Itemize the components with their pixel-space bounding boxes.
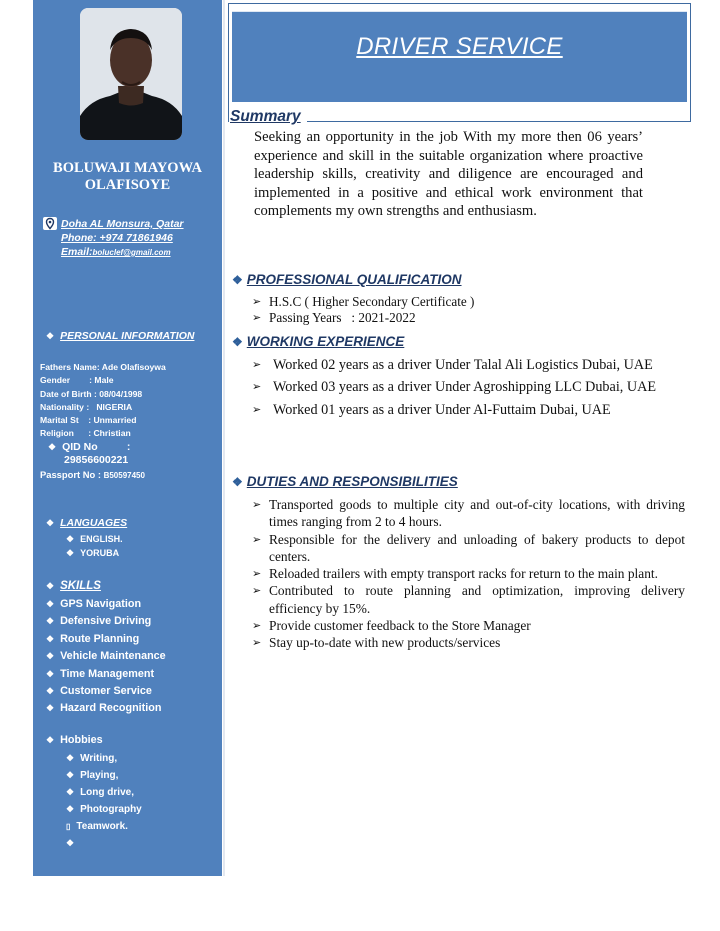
qid-row: ❖ QID No : xyxy=(48,440,131,453)
list-item: ➢ H.S.C ( Higher Secondary Certificate ) xyxy=(252,294,685,310)
diamond-bullet-icon: ❖ xyxy=(232,273,243,287)
contact-block xyxy=(43,217,219,260)
list-item: ➢ Contributed to route planning and optimization, improving delivery efficiency by 15%. xyxy=(252,582,685,617)
diamond-bullet-icon: ❖ xyxy=(66,804,75,814)
contact-address: Doha AL Monsura, Qatar xyxy=(61,218,184,230)
list-item: ▯ Teamwork. xyxy=(46,818,142,835)
qid-value: 29856600221 xyxy=(64,454,129,467)
list-item: ➢ Passing Years : 2021-2022 xyxy=(252,310,685,326)
diamond-bullet-icon: ❖ xyxy=(66,838,75,848)
column-divider xyxy=(223,0,225,876)
list-item: ➢ Reloaded trailers with empty transport racks for return to the main plant. xyxy=(252,565,685,582)
list-item: ❖ Writing, xyxy=(46,750,142,767)
location-pin-icon xyxy=(43,217,57,230)
diamond-bullet-icon: ❖ xyxy=(46,599,55,609)
diamond-bullet-icon: ❖ xyxy=(46,651,55,662)
list-item: ➢ Worked 02 years as a driver Under Talal Ali Logistics Dubai, UAE xyxy=(252,357,685,373)
personal-info-row: Nationality : NIGERIA xyxy=(40,401,133,412)
diamond-bullet-icon: ❖ xyxy=(46,581,55,591)
list-item: ❖ Hazard Recognition xyxy=(46,700,166,717)
skills-heading: ❖ SKILLS xyxy=(46,580,101,592)
diamond-bullet-icon: ❖ xyxy=(46,331,55,341)
list-item: ❖ Customer Service xyxy=(46,683,166,700)
list-item: ➢ Provide customer feedback to the Store Manager xyxy=(252,617,685,634)
list-item: ❖ ENGLISH. xyxy=(66,534,123,544)
personal-info-row: Marital St : Unmarried xyxy=(40,415,137,426)
languages-list xyxy=(46,532,123,560)
diamond-bullet-icon: ❖ xyxy=(66,787,75,797)
hobbies-list xyxy=(46,750,142,852)
list-item: ❖ GPS Navigation xyxy=(46,596,166,613)
personal-info-row: Religion : Christian xyxy=(40,428,131,439)
experience-list xyxy=(252,357,685,424)
full-name: BOLUWAJI MAYOWA OLAFISOYE xyxy=(53,160,202,193)
diamond-bullet-icon: ❖ xyxy=(46,668,55,679)
passport-row: Passport No : B50597450 xyxy=(40,469,145,481)
experience-heading: ❖ WORKING EXPERIENCE xyxy=(232,334,405,349)
list-item: ❖ Long drive, xyxy=(46,784,142,801)
diamond-bullet-icon: ❖ xyxy=(46,686,55,697)
diamond-bullet-icon: ❖ xyxy=(66,548,75,558)
profile-photo-image xyxy=(80,8,182,140)
list-item: ❖ Photography xyxy=(46,801,142,818)
list-item: ➢ Stay up-to-date with new products/services xyxy=(252,634,685,651)
diamond-bullet-icon: ❖ xyxy=(46,518,55,528)
diamond-bullet-icon: ❖ xyxy=(66,534,75,544)
qualification-heading: ❖ PROFESSIONAL QUALIFICATION xyxy=(232,272,462,287)
title-banner-fill xyxy=(232,11,687,102)
hobbies-heading: ❖ Hobbies xyxy=(46,732,103,749)
list-item: ❖ YORUBA xyxy=(66,548,120,558)
diamond-bullet-icon: ❖ xyxy=(46,735,55,745)
empty-list-item xyxy=(46,835,142,852)
list-item: ❖ Route Planning xyxy=(46,631,166,648)
title-banner xyxy=(228,3,691,122)
list-item: ❖ Playing, xyxy=(46,767,142,784)
personal-info-row: Date of Birth : 08/04/1998 xyxy=(40,388,143,399)
email-address[interactable]: boluclef@gmail.com xyxy=(92,248,171,257)
skills-list xyxy=(46,596,166,718)
personal-info-list xyxy=(40,361,220,483)
list-item: ➢ Transported goods to multiple city and out-of-city locations, with driving times ranging from 2 to 4 hours. xyxy=(252,496,685,531)
diamond-bullet-icon: ❖ xyxy=(48,441,57,452)
personal-info-heading: ❖ PERSONAL INFORMATION xyxy=(46,330,195,342)
contact-phone[interactable]: Phone: +974 71861946 xyxy=(61,232,173,244)
profile-photo xyxy=(80,8,182,140)
page-title: DRIVER SERVICE xyxy=(356,33,563,60)
list-item: ➢ Worked 03 years as a driver Under Agroshipping LLC Dubai, UAE xyxy=(252,379,685,395)
qualification-list xyxy=(252,294,685,326)
personal-info-row: Gender : Male xyxy=(40,375,114,386)
personal-info-row: Fathers Name: Ade Olafisoywa xyxy=(40,362,166,372)
missing-glyph-icon: ▯ xyxy=(66,822,71,831)
list-item: ➢ Responsible for the delivery and unloading of bakery products to depot centers. xyxy=(252,531,685,566)
duties-heading: ❖ DUTIES AND RESPONSIBILITIES xyxy=(232,474,458,489)
diamond-bullet-icon: ❖ xyxy=(232,335,243,349)
diamond-bullet-icon: ❖ xyxy=(46,616,55,627)
sidebar xyxy=(33,0,222,876)
diamond-bullet-icon: ❖ xyxy=(66,753,75,763)
email-label: Email: xyxy=(61,246,93,258)
list-item: ❖ Vehicle Maintenance xyxy=(46,648,166,665)
summary-text: Seeking an opportunity in the job With my more then 06 years’ experience and skill in the suitable organization where proactive leadership skills, creativity and diligence are encouraged and implemented in a positive and ethical work environment that complements my own strengths and enthusiasm. xyxy=(254,129,643,219)
list-item: ➢ Worked 01 years as a driver Under Al-Futtaim Dubai, UAE xyxy=(252,402,685,418)
summary-heading: Summary xyxy=(229,108,307,126)
contact-email[interactable] xyxy=(43,245,219,260)
languages-heading: ❖ LANGUAGES xyxy=(46,517,128,529)
list-item: ❖ Defensive Driving xyxy=(46,613,166,630)
duties-list xyxy=(252,496,685,652)
diamond-bullet-icon: ❖ xyxy=(66,770,75,780)
list-item: ❖ Time Management xyxy=(46,666,166,683)
diamond-bullet-icon: ❖ xyxy=(46,703,55,714)
diamond-bullet-icon: ❖ xyxy=(46,633,55,644)
diamond-bullet-icon: ❖ xyxy=(232,475,243,489)
